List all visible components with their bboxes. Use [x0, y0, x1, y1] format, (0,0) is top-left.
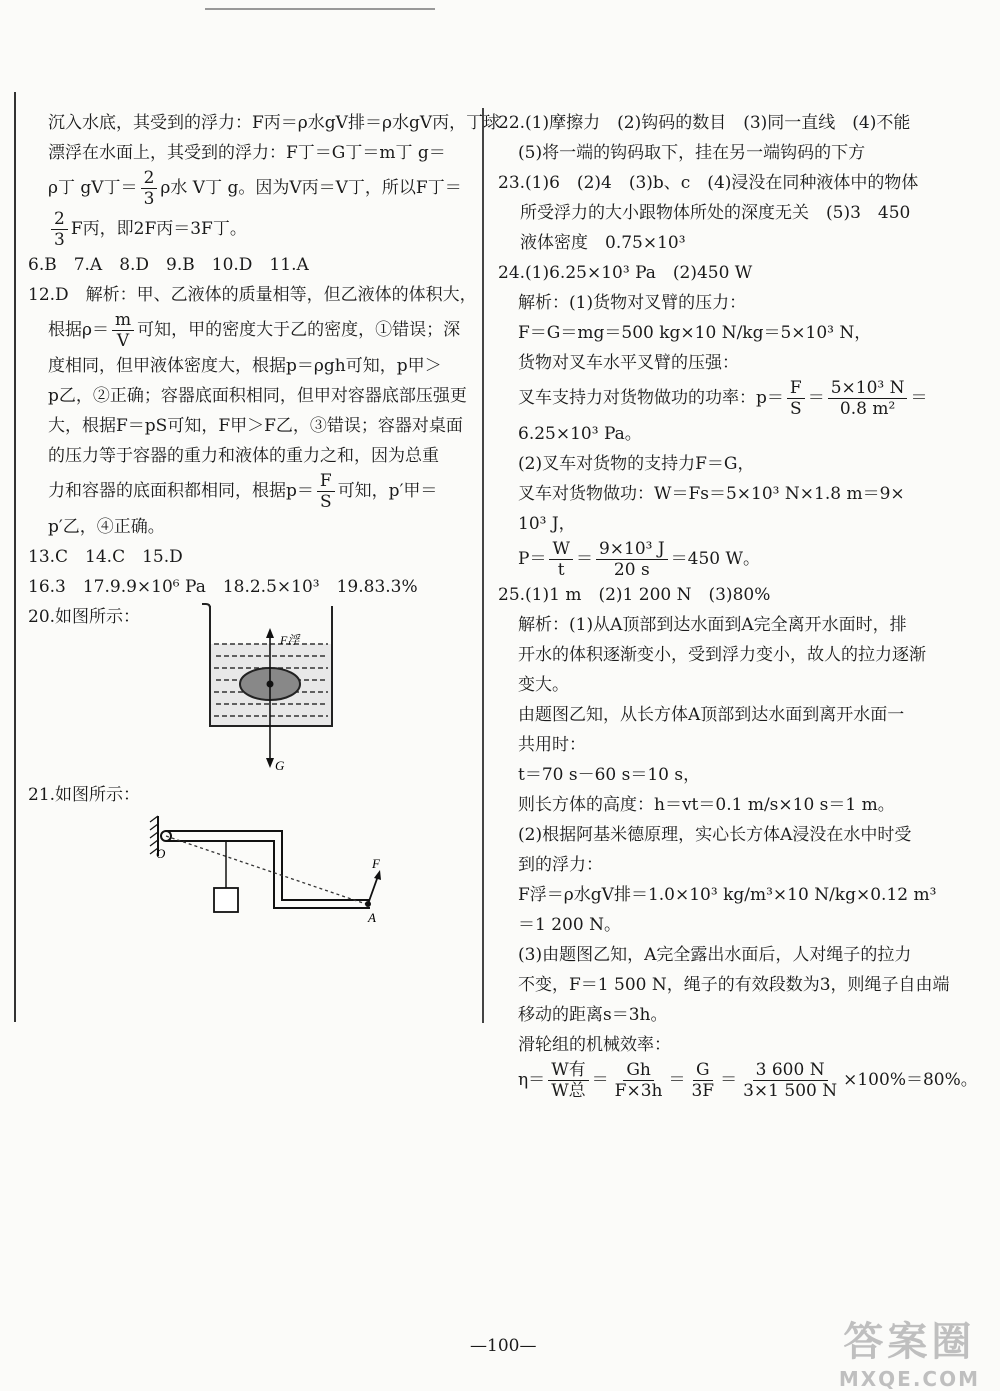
line-text: 开水的体积逐渐变小，受到浮力变小，故人的拉力逐渐 — [518, 645, 926, 665]
fraction-denominator: 3 — [54, 230, 65, 250]
watermark-logo: 答案圈 MXQE.COM — [838, 1319, 980, 1391]
fraction-denominator: 0.8 m² — [839, 399, 896, 419]
line-text: F＝G＝mg＝500 kg×10 N/kg＝5×10³ N， — [518, 323, 872, 343]
line-text: η＝ — [518, 1070, 546, 1090]
fraction — [141, 168, 158, 209]
fraction-denominator: 3 — [143, 189, 155, 209]
lever-figure — [146, 812, 396, 924]
line-text: 6.B 7.A 8.D 9.B 10.D 11.A — [28, 255, 309, 275]
line-text-cont: ×100%＝80%。 — [843, 1070, 978, 1090]
text-line — [28, 280, 477, 310]
text-line — [498, 288, 978, 318]
line-text: ρ丁 gV丁＝ — [48, 178, 138, 198]
text-line — [498, 880, 978, 910]
line-text: 6.25×10³ Pa。 — [518, 424, 642, 444]
line-text: 货物对叉车水平叉臂的压强： — [518, 353, 739, 373]
line-text: ＝1 200 N。 — [518, 915, 621, 935]
fraction-denominator: t — [557, 560, 565, 580]
text-line — [28, 542, 473, 572]
line-text-cont: ＝ — [575, 549, 593, 569]
force-label: F — [372, 856, 380, 871]
line-text-cont: ＝ — [668, 1070, 686, 1090]
text-line — [498, 940, 978, 970]
fraction-numerator: m — [112, 310, 134, 331]
fraction-numerator: 5×10³ N — [828, 378, 908, 399]
fraction — [612, 1060, 666, 1101]
line-text: 不变，F＝1 500 N，绳子的有效段数为3，则绳子自由端 — [518, 975, 950, 995]
text-line — [28, 441, 473, 471]
fraction — [548, 1060, 588, 1101]
text-line — [28, 108, 501, 138]
line-text-cont: 可知，p′甲＝ — [337, 481, 438, 501]
fraction-denominator: W总 — [551, 1081, 586, 1101]
text-line — [498, 760, 978, 790]
fraction-denominator: V — [116, 331, 130, 351]
text-line — [28, 411, 473, 441]
line-text: 变大。 — [518, 675, 569, 695]
fraction-numerator: G — [693, 1060, 713, 1081]
text-line — [498, 1030, 978, 1060]
line-text: 20.如图所示： — [28, 607, 141, 627]
line-text: (5)将一端的钩码取下，挂在另一端钩码的下方 — [518, 143, 866, 163]
text-line — [498, 539, 978, 580]
line-text: 到的浮力： — [518, 855, 603, 875]
line-text: 16.3 17.9.9×10⁶ Pa 18.2.5×10³ 19.83.3% — [28, 577, 418, 597]
text-line — [498, 730, 978, 760]
line-text: 移动的距离s＝3h。 — [518, 1005, 668, 1025]
fraction-numerator: F — [317, 471, 335, 492]
fraction-numerator: W — [549, 539, 572, 560]
text-line — [498, 228, 978, 258]
text-line — [28, 310, 473, 351]
line-text: 24.(1)6.25×10³ Pa (2)450 W — [498, 263, 753, 283]
line-text: p乙，②正确；容器底面积相同，但甲对容器底部压强更 — [48, 386, 467, 406]
text-line — [28, 381, 473, 411]
fraction — [317, 471, 335, 512]
line-text: (2)叉车对货物的支持力F＝G， — [518, 454, 755, 474]
fraction-numerator: 2 — [51, 209, 68, 230]
fraction — [740, 1060, 840, 1101]
text-line — [498, 318, 978, 348]
text-line — [498, 108, 978, 138]
line-text-cont: ＝ — [910, 388, 928, 408]
text-line — [28, 250, 473, 280]
text-line — [498, 910, 978, 940]
text-line — [498, 258, 978, 288]
text-line — [498, 419, 978, 449]
text-line — [28, 572, 473, 602]
left-column — [28, 108, 501, 632]
line-text: 22.(1)摩擦力 (2)钩码的数目 (3)同一直线 (4)不能 — [498, 113, 911, 133]
line-text: 滑轮组的机械效率： — [518, 1035, 671, 1055]
line-text-cont: ＝ — [807, 388, 825, 408]
text-line — [498, 670, 978, 700]
text-line — [498, 198, 978, 228]
line-text-cont: ρ水 V丁 g。因为V丙＝V丁，所以F丁＝ — [160, 178, 462, 198]
text-line — [28, 351, 473, 381]
line-text: 根据ρ＝ — [48, 320, 109, 340]
hanging-weight — [214, 888, 238, 912]
page-number: —100— — [470, 1336, 537, 1356]
text-line — [498, 820, 978, 850]
line-text-cont: ＝450 W。 — [670, 549, 760, 569]
fraction-numerator: 2 — [141, 168, 158, 189]
fraction — [112, 310, 134, 351]
fraction — [549, 539, 572, 580]
line-text: 叉车支持力对货物做功的功率：p＝ — [518, 388, 784, 408]
line-text: 13.C 14.C 15.D — [28, 547, 183, 567]
text-line — [28, 471, 473, 512]
text-line — [498, 348, 978, 378]
fraction-numerator: 3 600 N — [753, 1060, 828, 1081]
fraction — [688, 1060, 717, 1101]
fraction-numerator: Gh — [623, 1060, 654, 1081]
fraction-denominator: 20 s — [613, 560, 650, 580]
line-text: 10³ J， — [518, 514, 576, 534]
line-text-cont: ＝ — [591, 1070, 609, 1090]
line-text: 漂浮在水面上，其受到的浮力：F丁＝G丁＝m丁 g＝ — [48, 143, 446, 163]
line-text: 解析：(1)货物对叉臂的压力： — [518, 293, 747, 313]
buoyancy-label: F浮 — [280, 633, 300, 647]
line-text: 由题图乙知，从长方体A顶部到达水面到离开水面一 — [518, 705, 905, 725]
fraction-numerator: F — [787, 378, 805, 399]
text-line — [28, 168, 473, 209]
line-text: P＝ — [518, 549, 547, 569]
fraction-numerator: 9×10³ J — [596, 539, 668, 560]
fraction — [787, 378, 805, 419]
line-text: 所受浮力的大小跟物体所处的深度无关 (5)3 450 — [520, 203, 911, 223]
column-divider — [482, 108, 484, 1023]
text-line — [498, 168, 978, 198]
text-line — [28, 512, 473, 542]
line-text: t＝70 s－60 s＝10 s， — [518, 765, 701, 785]
line-text: (2)根据阿基米德原理，实心长方体A浸没在水中时受 — [518, 825, 912, 845]
line-text: 力和容器的底面积都相同，根据p＝ — [48, 481, 314, 501]
text-line — [498, 700, 978, 730]
line-text: p′乙，④正确。 — [48, 517, 165, 537]
gravity-label: G — [275, 758, 285, 773]
beaker-figure — [200, 600, 350, 775]
line-text-cont: 可知，甲的密度大于乙的密度，①错误；深 — [137, 320, 461, 340]
line-text: 25.(1)1 m (2)1 200 N (3)80% — [498, 585, 771, 605]
line-text-cont: ＝ — [720, 1070, 738, 1090]
text-line — [498, 580, 978, 610]
text-line — [28, 138, 473, 168]
text-line — [498, 449, 978, 479]
text-line — [498, 610, 978, 640]
fraction-denominator: S — [789, 399, 802, 419]
item-21-label: 21.如图所示： — [28, 785, 141, 805]
line-text: (3)由题图乙知，A完全露出水面后，人对绳子的拉力 — [518, 945, 912, 965]
line-text: 度相同，但甲液体密度大，根据p＝ρgh可知，p甲＞ — [48, 356, 442, 376]
pivot-label: O — [156, 846, 166, 861]
fraction-denominator: 3F — [691, 1081, 715, 1101]
text-line — [498, 970, 978, 1000]
text-line — [498, 850, 978, 880]
text-line — [28, 209, 473, 250]
fraction — [828, 378, 908, 419]
fraction — [51, 209, 68, 250]
line-text: 23.(1)6 (2)4 (3)b、c (4)浸没在同种液体中的物体 — [498, 173, 919, 193]
fraction-denominator: S — [319, 492, 332, 512]
text-line — [498, 138, 978, 168]
fraction-numerator: W有 — [548, 1060, 588, 1081]
text-line — [498, 1000, 978, 1030]
text-line — [498, 479, 978, 509]
fraction — [596, 539, 668, 580]
line-text: 共用时： — [518, 735, 586, 755]
line-text: 大，根据F＝pS可知，F甲＞F乙，③错误；容器对桌面 — [48, 416, 463, 436]
line-text-cont: F丙，即2F丙＝3F丁。 — [70, 219, 247, 239]
text-line — [498, 640, 978, 670]
line-text: 沉入水底，其受到的浮力：F丙＝ρ水gV排＝ρ水gV丙，丁球 — [48, 113, 501, 133]
top-rule — [205, 8, 435, 10]
text-line — [498, 1060, 978, 1101]
left-margin-rule — [14, 92, 16, 1022]
text-line — [498, 378, 978, 419]
fraction-denominator: F×3h — [614, 1081, 663, 1101]
line-text: F浮＝ρ水gV排＝1.0×10³ kg/m³×10 N/kg×0.12 m³ — [518, 885, 937, 905]
line-text: 液体密度 0.75×10³ — [520, 233, 686, 253]
line-text: 叉车对货物做功：W＝Fs＝5×10³ N×1.8 m＝9× — [518, 484, 905, 504]
fraction-denominator: 3×1 500 N — [743, 1081, 838, 1101]
line-text: 的压力等于容器的重力和液体的重力之和，因为总重 — [48, 446, 439, 466]
line-text: 12.D 解析：甲、乙液体的质量相等，但乙液体的体积大， — [28, 285, 477, 305]
line-text: 则长方体的高度：h＝vt＝0.1 m/s×10 s＝1 m。 — [518, 795, 895, 815]
right-column — [498, 108, 978, 1101]
text-line — [498, 509, 978, 539]
line-text: 解析：(1)从A顶部到达水面到A完全离开水面时，排 — [518, 615, 907, 635]
text-line — [498, 790, 978, 820]
point-a-label: A — [368, 910, 376, 924]
